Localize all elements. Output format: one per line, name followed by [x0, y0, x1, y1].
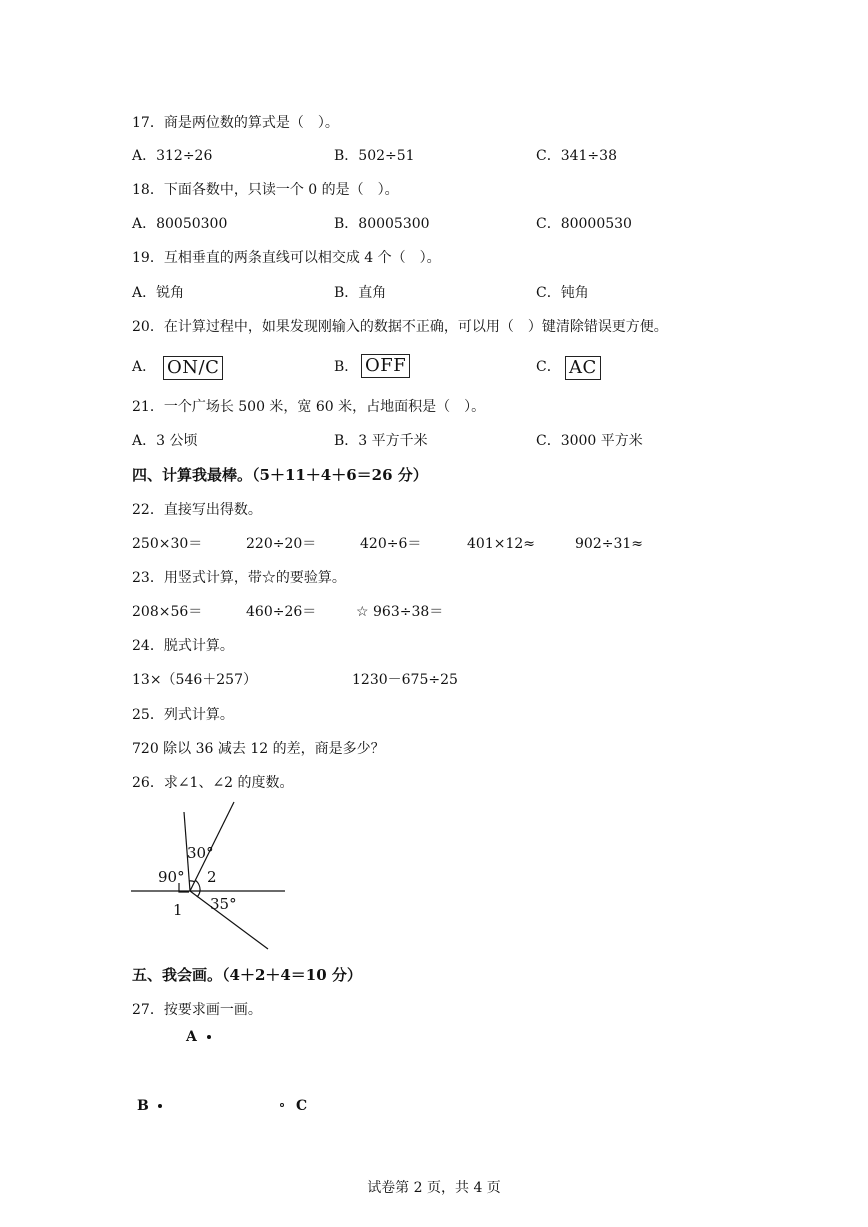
page-footer: 试卷第 2 页，共 4 页 [367, 1180, 501, 1196]
q17-option-a: A．312÷26 [132, 148, 213, 164]
angle-figure [128, 800, 293, 955]
q22-item-3: 420÷6＝ [360, 536, 422, 552]
point-a-label: A [186, 1029, 197, 1045]
q17-option-b: B．502÷51 [334, 148, 415, 164]
label-90-degrees: 90° [158, 868, 185, 886]
q21-option-c: C．3000 平方米 [536, 433, 643, 449]
q23-item-3: ☆ 963÷38＝ [356, 604, 444, 620]
label-30-degrees: 30° [187, 844, 214, 862]
q27-stem: 27．按要求画一画。 [132, 1002, 262, 1018]
q17-option-c: C．341÷38 [536, 148, 617, 164]
q22-item-4: 401×12≈ [467, 536, 535, 552]
label-angle-2: 2 [207, 868, 217, 886]
label-angle-1: 1 [173, 901, 183, 919]
q22-item-2: 220÷20＝ [246, 536, 317, 552]
q22-stem: 22．直接写出得数。 [132, 502, 262, 518]
q18-option-c: C．80000530 [536, 216, 632, 232]
q23-stem: 23．用竖式计算，带☆的要验算。 [132, 570, 346, 586]
q21-option-a: A．3 公顷 [132, 433, 198, 449]
q18-stem: 18．下面各数中，只读一个 0 的是（ ）。 [132, 182, 399, 198]
ac-key: AC [565, 356, 601, 380]
q20-option-b-letter: B． [334, 359, 359, 375]
point-b-dot [158, 1104, 162, 1108]
q21-stem: 21．一个广场长 500 米，宽 60 米，占地面积是（ ）。 [132, 399, 486, 415]
q20-option-a-letter: A． [132, 359, 157, 375]
q20-stem: 20．在计算过程中，如果发现刚输入的数据不正确，可以用（ ）键清除错误更方便。 [132, 319, 668, 335]
point-c-dot [280, 1103, 284, 1107]
point-a-dot [207, 1035, 211, 1039]
q18-option-b: B．80005300 [334, 216, 430, 232]
q19-option-b: B．直角 [334, 285, 387, 301]
angle-35-arc [197, 891, 200, 897]
on-c-key: ON/C [163, 356, 223, 380]
q24-item-2: 1230－675÷25 [352, 672, 458, 688]
q20-option-c-letter: C． [536, 359, 561, 375]
q23-item-2: 460÷26＝ [246, 604, 317, 620]
q24-stem: 24．脱式计算。 [132, 638, 234, 654]
q26-stem: 26．求∠1、∠2 的度数。 [132, 775, 294, 791]
q25-stem: 25．列式计算。 [132, 707, 234, 723]
angle-2-arc [195, 880, 200, 891]
q21-option-b: B．3 平方千米 [334, 433, 428, 449]
q23-item-1: 208×56＝ [132, 604, 203, 620]
q19-option-c: C．钝角 [536, 285, 589, 301]
q22-item-5: 902÷31≈ [575, 536, 643, 552]
section5-heading: 五、我会画。（4＋2＋4＝10 分） [132, 966, 362, 984]
q19-option-a: A．锐角 [132, 285, 185, 301]
q17-stem: 17．商是两位数的算式是（ ）。 [132, 115, 339, 131]
q19-stem: 19．互相垂直的两条直线可以相交成 4 个（ ）。 [132, 250, 441, 266]
q22-item-1: 250×30＝ [132, 536, 203, 552]
off-key: OFF [361, 354, 410, 378]
q25-text: 720 除以 36 减去 12 的差，商是多少？ [132, 741, 385, 757]
point-c-label: C [296, 1098, 308, 1114]
q24-item-1: 13×（546＋257） [132, 672, 257, 688]
q18-option-a: A．80050300 [132, 216, 228, 232]
point-b-label: B [137, 1098, 149, 1114]
section4-heading: 四、计算我最棒。（5＋11＋4＋6＝26 分） [132, 466, 428, 484]
label-35-degrees: 35° [210, 895, 237, 913]
